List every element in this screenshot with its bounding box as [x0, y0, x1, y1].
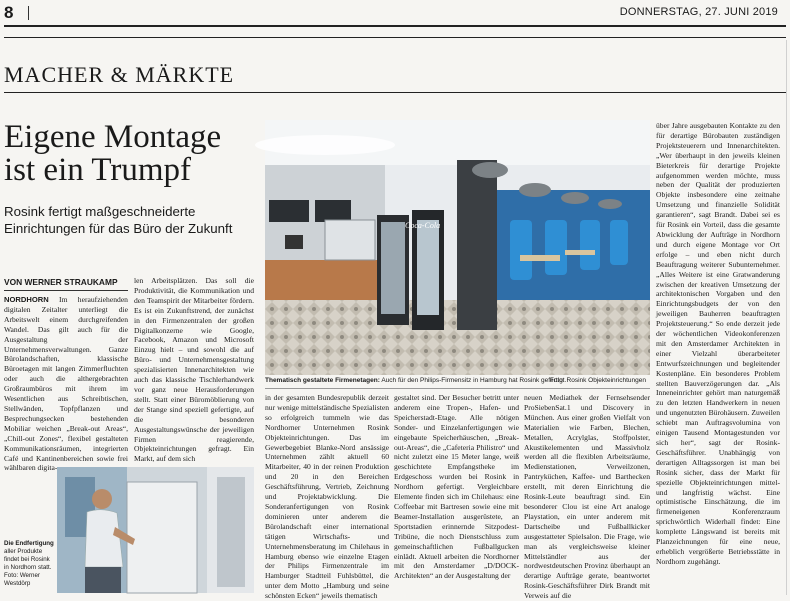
column-4-text: gestaltet sind. Der Besucher betritt unter anderem eine Tropen-, Hafen- und Speicherstadt-Etage. Alle nötigen Sonder- und Einzelanfertigungen wie eingebaute Speicherhäuschen, „Break-out-Areas“, die „Cafeteria Philistro“ und nicht zuletzt eine 15 Meter lange, weiß geschichtete Empfangstheke im Erdgeschoss wurden bei Rosink in Nordhorn gefertigt. Vergleichbare Elemente finden sich im Chilehaus: eine Coffeebar mit Bartresen sowie eine mit Beamer-Installation ausgerüstete, an Sportstadien erinnernde Sitzpodest-Tribüne, die noch Dienstschluss zum gemeinschaftlichen Fußballgucken einlädt. Aktuell arbeiten die Nordhorner mit den Amsterdamer „D/DOCK-Architekten“ an der Ausgestaltung der — [394, 393, 519, 581]
article-column-5 — [524, 393, 650, 601]
office-caption-text: Auch für den Philips-Firmensitz in Hamburg hat Rosink gefertigt. — [381, 377, 567, 384]
workshop-caption-lead: Die Endfertigung — [4, 540, 54, 547]
subheadline-line-2: Einrichtungen für das Büro der Zukunft — [4, 221, 233, 236]
article-column-1 — [4, 295, 128, 473]
header-rule — [4, 25, 786, 27]
page-number: 8 — [4, 3, 14, 22]
caption-rule — [265, 388, 650, 389]
article-column-4 — [394, 393, 519, 598]
headline — [4, 121, 254, 187]
workshop-caption-text: aller Produkte findet bei Rosink in Nordhorn statt. — [4, 548, 52, 571]
byline-rule — [4, 290, 128, 291]
article-column-6 — [656, 121, 780, 598]
workshop-photo-caption — [4, 540, 54, 588]
subheadline-line-1: Rosink fertigt maßgeschneiderte — [4, 204, 196, 219]
office-caption-lead: Thematisch gestaltete Firmenetagen: — [265, 377, 380, 384]
workshop-photo — [57, 467, 254, 593]
column-3-text: in der gesamten Bundesrepublik derzeit nur wenige mittelständische Spezialisten so erfolgreich tummeln wie das Nordhorner Unternehmen Rosink Objekteinrichtungen. Das im Gewerbegebiet Blanke-Nord ansässige Unternehmen zählt aktuell 60 Mitarbeiter, 40 in der reinen Produktion und 20 in den Bereichen Geschäftsführung, Vertrieb, Zeichnung und Projektabwicklung. Die Sonderanfertigungen von Rosink dominieren unter anderem die Bürolandschaft einer international tätigen Wirtschafts- und Unternehmensberatung im Chilehaus in Hamburg ebenso wie einzelne Etagen der Philips Firmenzentrale im Hamburger Stadtteil Fuhlsbüttel, die unter dem Motto „Hamburg und seine schönsten Ecken“ jeweils thematisch — [265, 393, 389, 601]
office-photo-caption — [265, 377, 650, 384]
workshop-photo-image — [57, 467, 254, 593]
header-rule-thin — [4, 37, 786, 38]
page-number-divider — [28, 6, 29, 20]
office-photo-image — [265, 120, 650, 375]
section-rule — [4, 92, 786, 93]
column-5-text: neuen Mediathek der Fernsehsender ProSiebenSat.1 und Discovery in München. Aus einer großen Vielfalt von Materialien wie Farben, Blechen, Metallen, Acrylglas, Stoffpolster, Akustikelementen und Massivholz werden all die flexiblen Arbeitsräume, Medienstationen, Verweilzonen, Pantryküchen, Kaffee- und Barthecken erstellt, mit deren Einrichtung die Rosink-Leute beauftragt sind. Ein besonderer Clou ist eine Art analoge Playstation, ein unter anderem mit Dartscheibe und Fußballkicker ausgestatteter Spielsalon. Die Frage, wie man als vergleichsweise kleiner Mittelständler aus der nordwestdeutschen Provinz überhaupt an derartige Aufträge gerate, beantwortet Rosink-Geschäftsführer Dirk Brandt mit Verweis auf die — [524, 393, 650, 601]
section-title: MACHER & MÄRKTE — [4, 62, 235, 87]
column-1-text: Im heraufziehenden digitalen Zeitalter unterliegt die Arbeitswelt einem durchgreifenden Wandel. Das gilt auch für die Ausgestaltung der Unternehmensverwaltungen. Ganze Bürolandschaften, klassische Büroetagen mit langen Zimmerfluchten oder auch die althergebrachten Großraumbüros mit ihrem im Wesentlichen aus Schreibtischen, Stellwänden, Topfpflanzen und Besprechungsecken bestehenden Mobiliar weichen „Break-out Areas“, „Chill-out Zones“, flexibel gestalteten Kommunikationsräumen, integrierten Café und Kantinenbereichen sowie frei wählbaren digita- — [4, 295, 128, 473]
office-photo — [265, 120, 650, 375]
article-column-3 — [265, 393, 389, 601]
office-photo-credit: Foto: Rosink Objekteinrichtungen — [549, 377, 646, 384]
article-column-2 — [134, 276, 254, 464]
cola-logo: Coca-Cola — [405, 221, 441, 230]
issue-date: DONNERSTAG, 27. JUNI 2019 — [619, 6, 778, 18]
workshop-photo-credit: Foto: Werner Westdörp — [4, 572, 40, 587]
dateline: NORDHORN — [4, 295, 49, 304]
subheadline — [4, 203, 254, 237]
headline-line-1: Eigene Montage — [4, 119, 222, 155]
headline-line-2: ist ein Trumpf — [4, 152, 192, 188]
column-2-text: len Arbeitsplätzen. Das soll die Produktivität, die Kommunikation und den Teamspirit der Mitarbeiter fördern. Es ist ein Zukunftstrend, der zunächst in den Firmenzentralen der großen Digitalkonzerne wie Google, Facebook, Amazon und Microsoft Einzug hielt – und sowohl die auf Büro- und Unternehmensgestaltung spezialisierten Innenarchitekten wie auch das klassische Tischlerhandwerk vor ganz neue Herausforderungen stellt. Statt einer Büromöblierung von der Stange sind speziell gefertigte, auf die besonderen Ausgestaltungswünsche der jeweiligen Firmen reagierende, Objekteinrichtungen gefragt. Ein Markt, auf dem sich — [134, 276, 254, 464]
column-6-text: über Jahre ausgebauten Kontakte zu den für derartige Bürobauten zuständigen Projektsteuerern und Innenarchitekten. „Wer überhaupt in den jeweils kleinen Bieterkreis für derartige Projekte aufgenommen werden möchte, muss neben der Qualität der produzierten Objekte insbesondere eine zeitnahe Umsetzung und finanzielle Solidität garantieren“, sagt Brandt. Dabei sei es für Rosink ein Vorteil, dass die gesamte Abwicklung der Aufträge in Nordhorn und durch eigene Montage vor Ort erfolge – und eben nicht durch Beauftragung weiterer Subunternehmer. „Alles Weitere ist eine Gratwanderung zwischen der kreativen Umsetzung der architektonischen Vorgaben und den Einrichtungsbudgets der von den jeweiligen Bauherren beauftragten Projektsteuerung.“ So ende derzeit jede der wöchentlichen Videokonferenzen mit den Amsterdamer Architekten in einer Vielzahl überarbeiteter Entwurfszeichnungen und begleitender Kostenpläne. Ein besonderes Problem stellten Bauverzögerungen dar. „Als Inneneinrichter gehört man naturgemäß zu den letzten Handwerkern in neuen und ungenutzten Bürohäusern. Zuweilen schiebt man Auftragsvolumina von einigen Tausend Montagestunden vor sich her“, sagt der Rosink-Geschäftsführer. Unabhängig von derartigen Alltagssorgen ist man bei Rosink sicher, dass der Markt für spezielle Objekteinrichtungen mittel- und langfristig wächst. Eine optimistische Einschätzung, die im firmeneigenen Konferenzraum sprichwörtlich Widerhall findet: Eine komplette Längswand ist bereits mit Planzeichnungen für eine neue, erheblich vergrößerte Betriebsstätte in Nordhorn zugehängt. — [656, 121, 780, 566]
page-edge — [786, 40, 787, 595]
byline: VON WERNER STRAUKAMP — [4, 277, 118, 287]
